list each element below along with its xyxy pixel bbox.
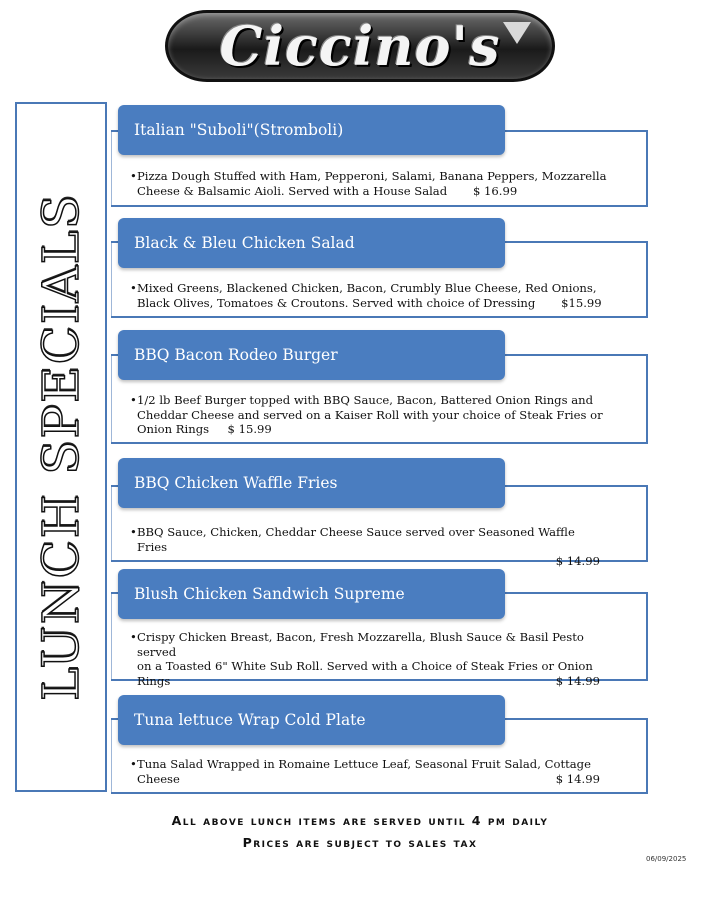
menu-item-price: $15.99 (561, 295, 602, 310)
description-line: Cheese & Balsamic Aioli. Served with a House Salad (137, 183, 448, 198)
description-line: BBQ Sauce, Chicken, Cheddar Cheese Sauce served over Seasoned Waffle Fries (137, 525, 575, 554)
section-title: LUNCH SPECIALS (32, 192, 90, 702)
footer-tax-note: Prices are subject to sales tax (242, 835, 478, 850)
menu-item-price: $ 14.99 (555, 771, 600, 786)
description-line: Rings (137, 673, 171, 688)
menu-item-title: Blush Chicken Sandwich Supreme (118, 569, 505, 619)
menu-item-description: • Tuna Salad Wrapped in Romaine Lettuce Leaf, Seasonal Fruit Salad, Cottage Cheese $ 14.99 (130, 757, 600, 786)
menu-item-description: • 1/2 lb Beef Burger topped with BBQ Sauce, Bacon, Battered Onion Rings and Cheddar Cheese and served on a Kaiser Roll with your choice of Steak Fries or Onion Rings $ 15.99 (137, 393, 607, 437)
description-line: 1/2 lb Beef Burger topped with BBQ Sauce, Bacon, Battered Onion Rings and (137, 393, 594, 407)
menu-item-price: $ 16.99 (472, 183, 518, 198)
menu-item-description: • Pizza Dough Stuffed with Ham, Pepperoni, Salami, Banana Peppers, Mozzarella Cheese & Balsamic Aioli. Served with a House Salad $ 16.99 (130, 169, 607, 198)
description-line: Onion Rings (137, 422, 210, 436)
menu-item-title: BBQ Chicken Waffle Fries (118, 458, 505, 508)
description-line: Black Olives, Tomatoes & Croutons. Served with choice of Dressing (137, 295, 536, 310)
revision-date: 06/09/2025 (646, 855, 687, 863)
pizza-slice-icon (503, 22, 531, 44)
menu-item-description: • Mixed Greens, Blackened Chicken, Bacon, Crumbly Blue Cheese, Red Onions, Black Olives, Tomatoes & Croutons. Served with choice of Dressing $15.99 (137, 281, 607, 310)
menu-item-title: Italian "Suboli"(Stromboli) (118, 105, 505, 155)
menu-item-title: Black & Bleu Chicken Salad (118, 218, 505, 268)
description-line: Mixed Greens, Blackened Chicken, Bacon, Crumbly Blue Cheese, Red Onions, (137, 281, 597, 295)
brand-logo (165, 4, 555, 88)
menu-item-description: • BBQ Sauce, Chicken, Cheddar Cheese Sauce served over Seasoned Waffle Fries $ 14.99 (130, 525, 600, 568)
description-line: Cheese (137, 771, 180, 786)
menu-item-price: $ 14.99 (555, 673, 600, 688)
menu-item-title: Tuna lettuce Wrap Cold Plate (118, 695, 505, 745)
description-line: Tuna Salad Wrapped in Romaine Lettuce Leaf, Seasonal Fruit Salad, Cottage (137, 757, 591, 771)
menu-item-title: BBQ Bacon Rodeo Burger (118, 330, 505, 380)
description-line: on a Toasted 6" White Sub Roll. Served with a Choice of Steak Fries or Onion (137, 659, 593, 673)
logo-text: Ciccino's (219, 14, 501, 78)
description-line: Pizza Dough Stuffed with Ham, Pepperoni, Salami, Banana Peppers, Mozzarella (137, 169, 607, 183)
description-line: Cheddar Cheese and served on a Kaiser Roll with your choice of Steak Fries or (137, 407, 603, 422)
menu-item-description: • Crispy Chicken Breast, Bacon, Fresh Mozzarella, Blush Sauce & Basil Pesto served on a Toasted 6" White Sub Roll. Served with a Choice of Steak Fries or Onion Rings $ 14.99 (130, 630, 600, 688)
footer-hours-note: All above lunch items are served until 4 pm daily (171, 813, 549, 828)
description-line: Crispy Chicken Breast, Bacon, Fresh Mozzarella, Blush Sauce & Basil Pesto served (137, 630, 584, 659)
menu-item-price: $ 14.99 (555, 554, 600, 568)
menu-item-price: $ 15.99 (227, 422, 272, 436)
